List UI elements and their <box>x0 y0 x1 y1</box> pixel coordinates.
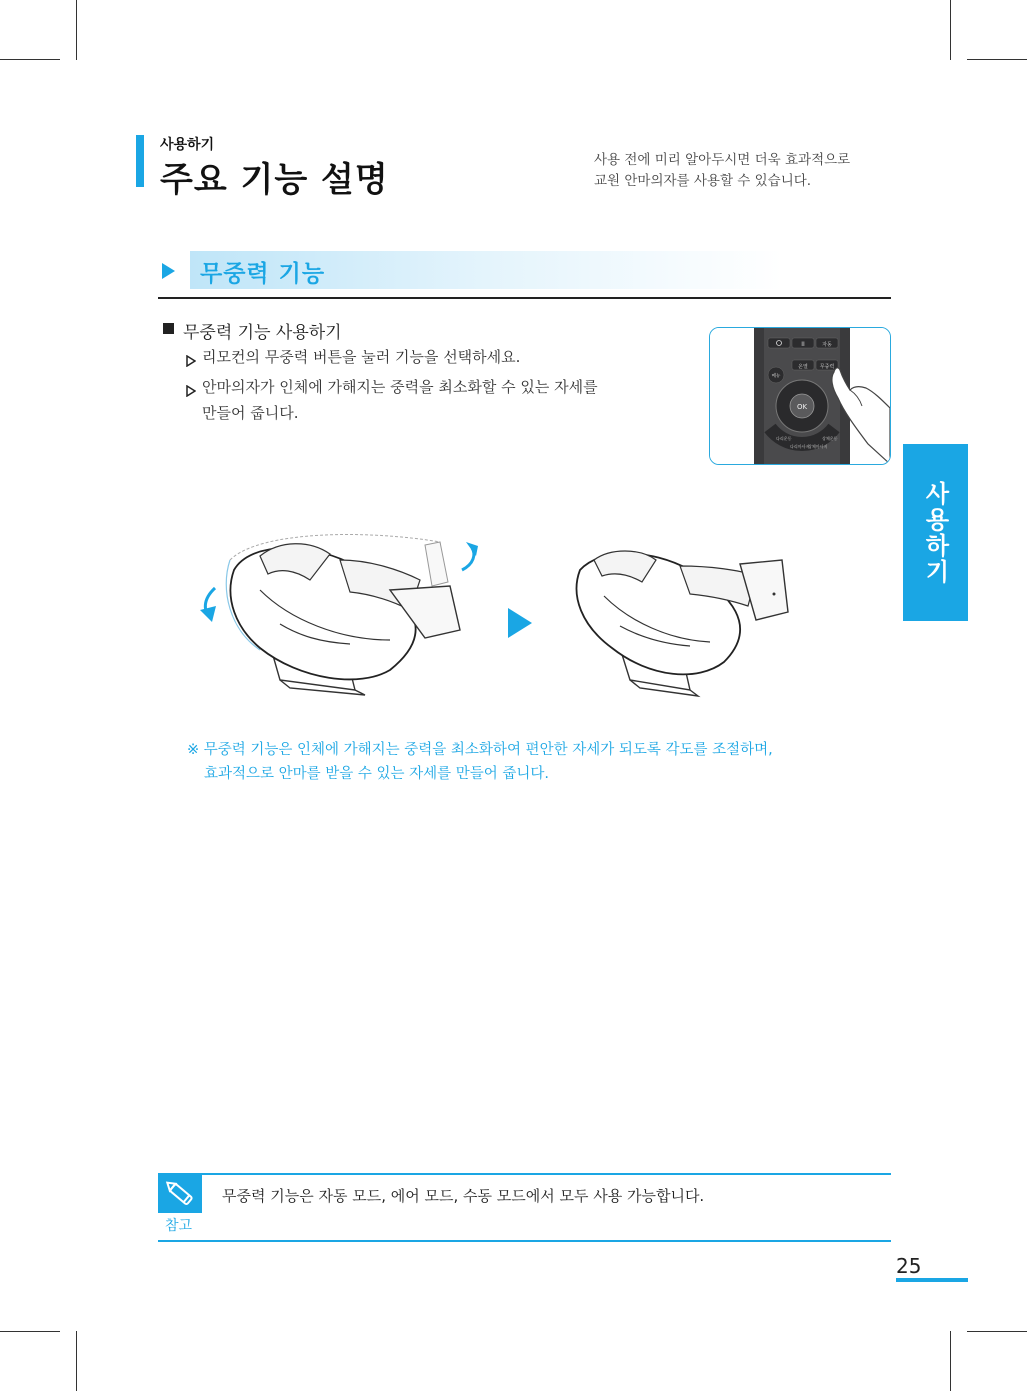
crop-mark <box>967 1331 1027 1332</box>
remote-pause-label: II <box>801 341 805 348</box>
chair-normal-illustration <box>190 520 490 700</box>
pencil-icon <box>158 1175 202 1213</box>
reference-label: 참고 <box>165 1218 193 1234</box>
remote-menu-label: 메뉴 <box>771 374 781 379</box>
feature-title: 무중력 기능 <box>200 261 326 287</box>
remote-arc-label: 상체마사지 <box>808 444 828 449</box>
massage-chair-icon <box>190 520 490 700</box>
next-arrow-icon <box>508 608 534 642</box>
side-tab-label: 사용하기 <box>921 480 949 585</box>
bullet-text: 리모컨의 무중력 버튼을 눌러 기능을 선택하세요. <box>202 348 521 366</box>
remote-arc-label: 다리마사지 <box>790 444 810 449</box>
square-bullet-icon <box>163 323 174 334</box>
section-label: 사용하기 <box>160 137 215 153</box>
remote-mode-label: 온열 <box>798 364 808 370</box>
remote-auto-label: 자동 <box>822 342 832 348</box>
note-line: 효과적으로 안마를 받을 수 있는 자세를 만들어 줍니다. <box>204 766 550 782</box>
triangle-outline-icon <box>186 355 196 367</box>
remote-arc-label: 다리운동 <box>776 436 792 441</box>
pencil-note-icon <box>158 1175 202 1213</box>
bullet-text: 안마의자가 인체에 가해지는 중력을 최소화할 수 있는 자세를 <box>202 378 598 396</box>
crop-mark <box>967 59 1027 60</box>
crop-mark <box>76 1331 77 1391</box>
reference-top-rule <box>158 1173 891 1175</box>
chair-zero-gravity-illustration <box>560 530 800 700</box>
reference-bottom-rule <box>158 1240 891 1242</box>
sub-heading: 무중력 기능 사용하기 <box>183 323 342 343</box>
reference-text: 무중력 기능은 자동 모드, 에어 모드, 수동 모드에서 모두 사용 가능합니다. <box>222 1187 705 1205</box>
blue-play-icon <box>508 608 534 638</box>
crop-mark <box>0 1331 60 1332</box>
triangle-bullet-icon <box>186 382 196 401</box>
triangle-outline-icon <box>186 385 196 397</box>
section-accent-bar <box>136 135 144 187</box>
massage-chair-icon <box>560 530 800 700</box>
side-tab-label-wrap <box>903 444 968 621</box>
intro-line: 교원 안마의자를 사용할 수 있습니다. <box>594 173 812 189</box>
bullet-text: 만들어 줍니다. <box>202 404 299 422</box>
remote-control-icon <box>710 328 890 464</box>
triangle-bullet-icon <box>186 352 196 371</box>
crop-mark <box>950 1331 951 1391</box>
crop-mark <box>76 0 77 60</box>
divider <box>158 297 891 299</box>
remote-zero-label: 무중력 <box>819 364 835 370</box>
page-number-bar <box>896 1278 968 1282</box>
crop-mark <box>0 59 60 60</box>
play-icon <box>162 263 175 279</box>
intro-line: 사용 전에 미리 알아두시면 더욱 효과적으로 <box>594 152 851 168</box>
crop-mark <box>950 0 951 60</box>
page-title: 주요 기능 설명 <box>160 160 389 200</box>
remote-arc-label: 상체운동 <box>822 436 838 441</box>
note-line: ※ 무중력 기능은 인체에 가해지는 중력을 최소화하여 편안한 자세가 되도록 각도를 조절하며, <box>187 742 773 758</box>
note-text <box>187 738 773 786</box>
remote-ok-label: OK <box>796 403 808 411</box>
intro-text <box>594 150 850 192</box>
remote-illustration <box>709 327 891 465</box>
page-number: 25 <box>896 1254 922 1278</box>
